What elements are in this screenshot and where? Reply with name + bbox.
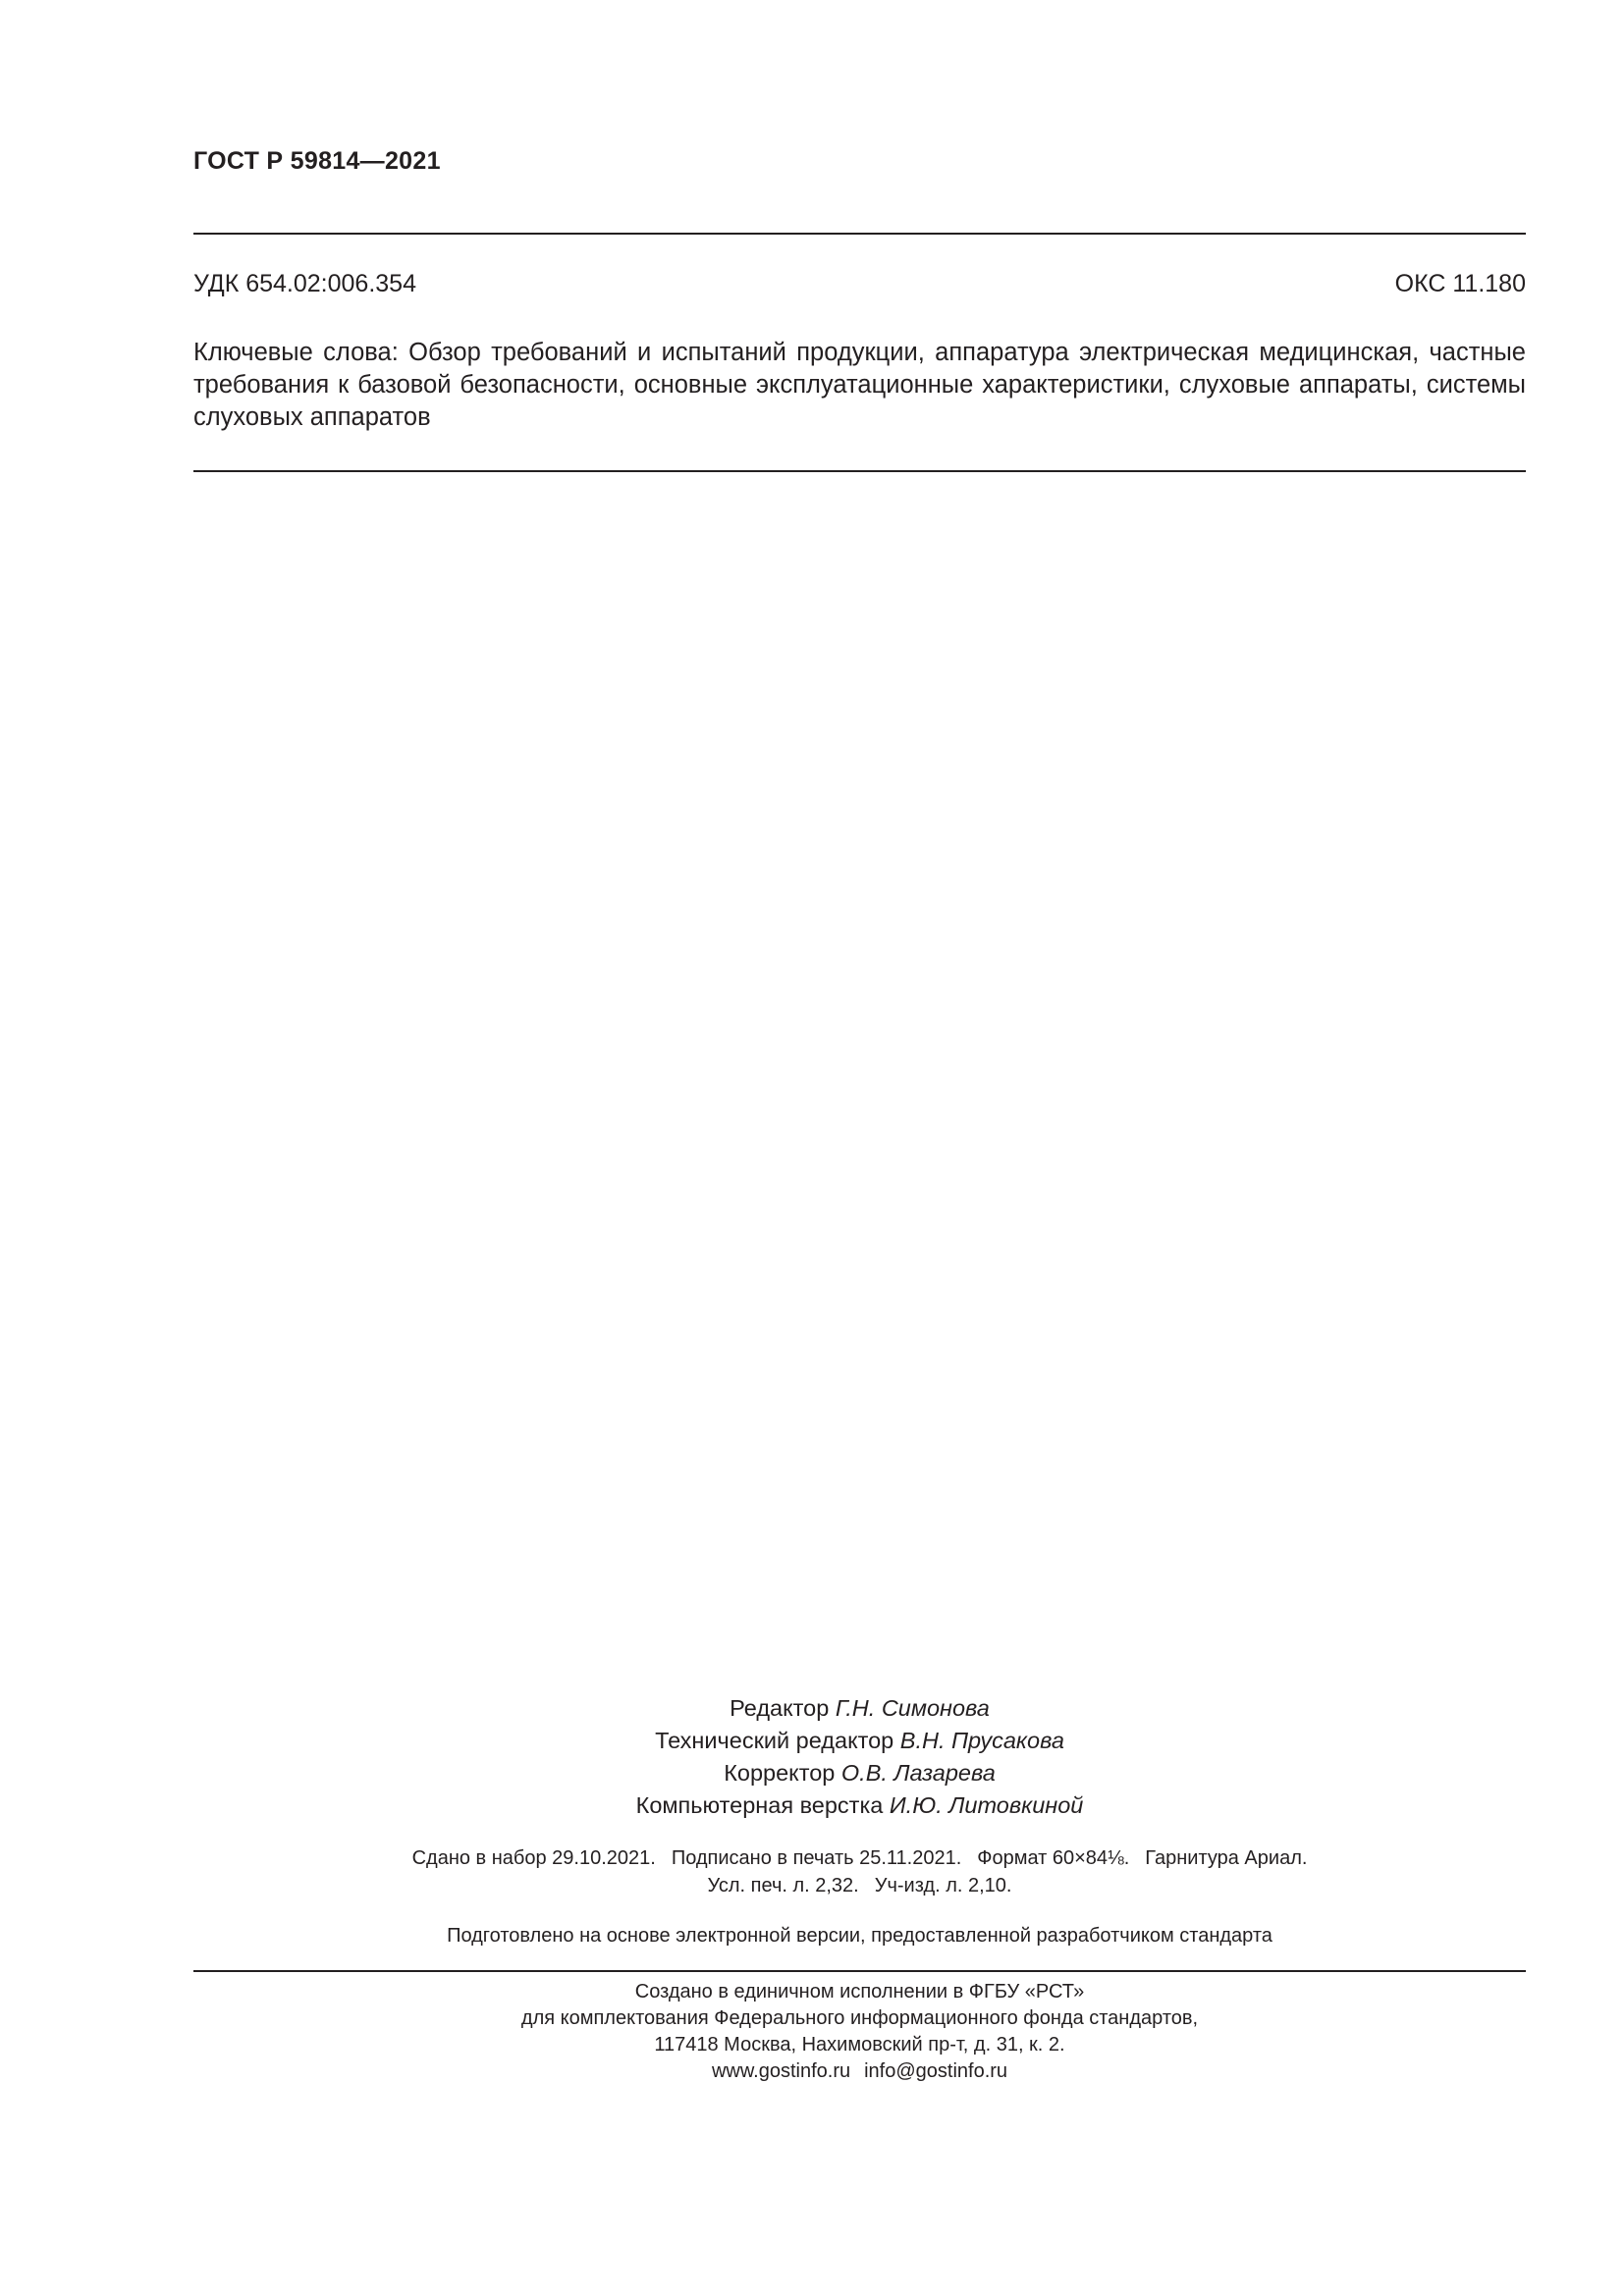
keywords-paragraph: Ключевые слова: Обзор требований и испытаний продукции, аппаратура электрическая медицинская, частные требования к базовой безопасности, основные эксплуатационные характеристики, слуховые аппараты, системы слуховых аппаратов (193, 339, 1526, 431)
credit-role: Редактор (730, 1695, 830, 1721)
imprint-line-2 (193, 1872, 1526, 1899)
publisher-website: www.gostinfo.ru (711, 2060, 851, 2082)
imprint-signed: Подписано в печать 25.11.2021. (671, 1847, 962, 1869)
credit-tech-editor (193, 1725, 1526, 1757)
credit-person: О.В. Лазарева (840, 1760, 996, 1786)
imprint-pub-sheets: Уч-изд. л. 2,10. (874, 1875, 1012, 1896)
credit-person: И.Ю. Литовкиной (889, 1792, 1084, 1818)
imprint-submitted: Сдано в набор 29.10.2021. (411, 1847, 656, 1869)
publisher-line-1: Создано в единичном исполнении в ФГБУ «РСТ» (634, 1981, 1085, 2002)
credit-role: Технический редактор (655, 1728, 894, 1753)
imprint-typeface: Гарнитура Ариал. (1145, 1847, 1308, 1869)
source-note: Подготовлено на основе электронной версии, предоставленной разработчиком стандарта (447, 1925, 1272, 1947)
credit-role: Корректор (724, 1760, 836, 1786)
divider-publisher (193, 1970, 1526, 1972)
publisher-address: 117418 Москва, Нахимовский пр-т, д. 31, к. 2. (654, 2034, 1065, 2056)
standard-code: ГОСТ Р 59814—2021 (193, 147, 441, 175)
credit-proofreader (193, 1757, 1526, 1789)
credit-layout (193, 1789, 1526, 1822)
publisher-line-2: для комплектования Федерального информационного фонда стандартов, (520, 2007, 1199, 2029)
imprint-line-1 (193, 1844, 1526, 1872)
publisher-contacts (193, 2058, 1526, 2085)
credit-person: Г.Н. Симонова (835, 1695, 990, 1721)
publisher-block (193, 1979, 1526, 2085)
imprint-print-sheets: Усл. печ. л. 2,32. (707, 1875, 859, 1896)
imprint-block (193, 1844, 1526, 1899)
divider-top (193, 233, 1526, 235)
udk-code: УДК 654.02:006.354 (193, 270, 416, 297)
credit-person: В.Н. Прусакова (899, 1728, 1064, 1753)
publisher-email: info@gostinfo.ru (864, 2060, 1008, 2082)
credit-role: Компьютерная верстка (635, 1792, 884, 1818)
credits-block (193, 1692, 1526, 1822)
credit-editor (193, 1692, 1526, 1725)
divider-keywords (193, 470, 1526, 472)
oks-code: ОКС 11.180 (1394, 270, 1526, 297)
imprint-format: Формат 60×84⅛. (977, 1847, 1130, 1869)
